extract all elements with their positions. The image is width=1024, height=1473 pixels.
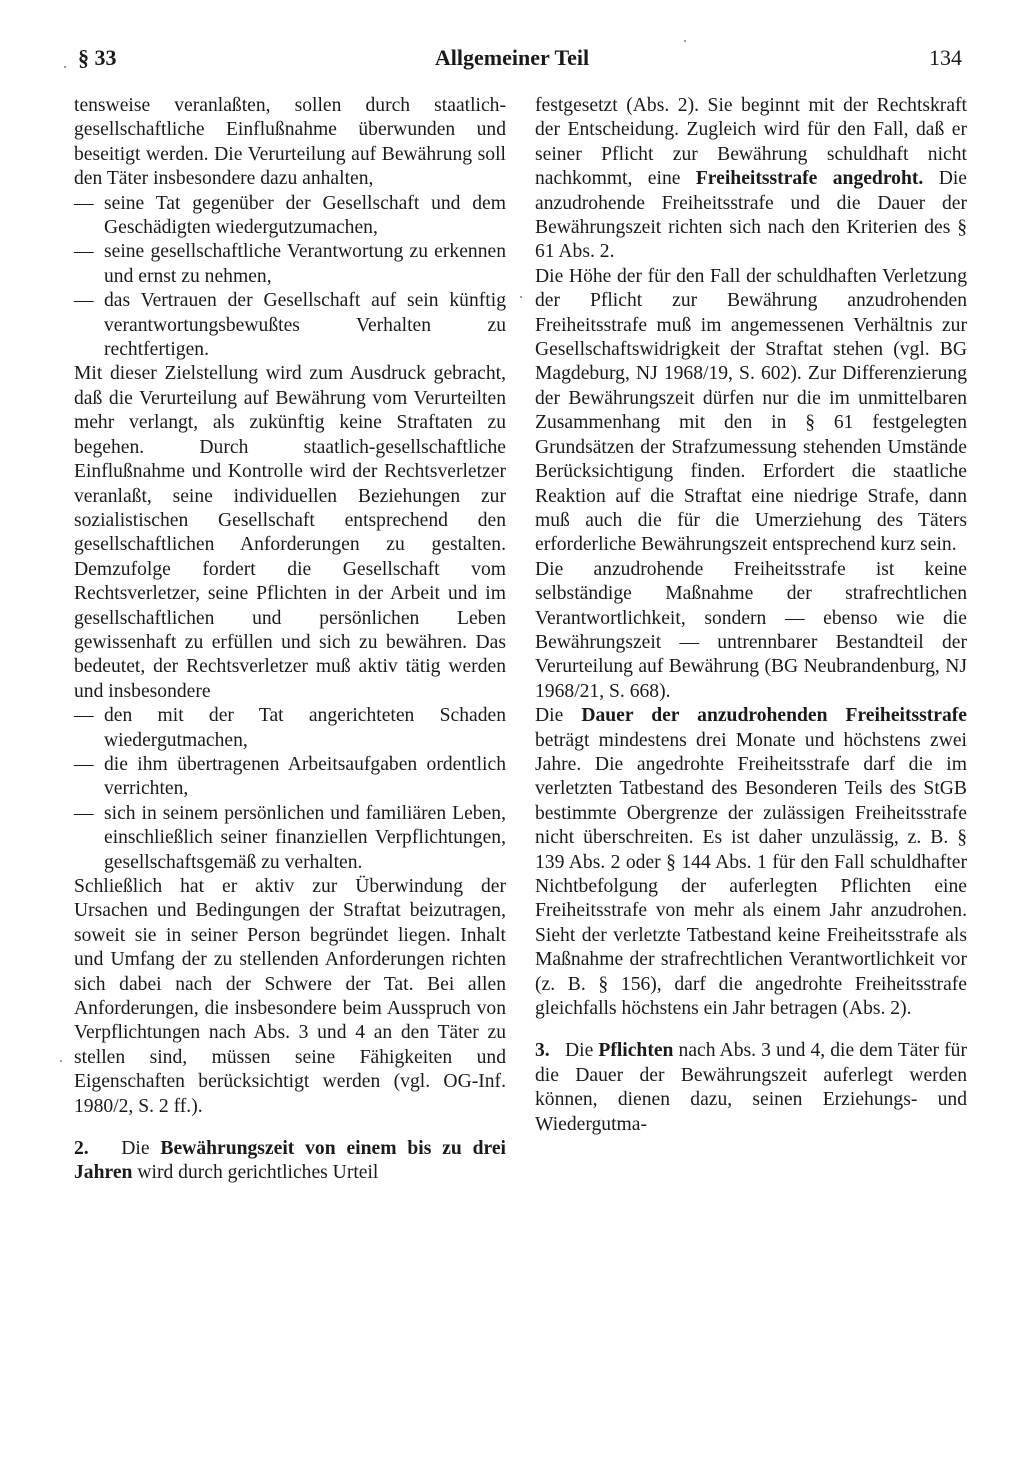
paragraph: Die anzudrohende Freiheitsstrafe ist keine selbständige Maßnahme der strafrechtlichen Verantwortlichkeit, sondern — ebenso wie die Bewährungszeit — untrennbarer Bestandteil der Verurteilung auf Bewährung (BG Neubrandenburg, NJ 1968/21, S. 668). [535,558,967,702]
paragraph: Schließlich hat er aktiv zur Überwindung der Ursachen und Bedingungen der Straftat beizutragen, soweit sie in seiner Person begründet liegen. Inhalt und Umfang der zu stellenden Anforderungen richten sich dabei nach der Schwere der Tat. Bei allen Anforderungen, die insbesondere beim Ausspruch von Verpflichtungen nach Abs. 3 und 4 an den Täter zu stellen sind, müssen seine Fähigkeiten und Eigenschaften berücksichtigt werden (vgl. OG-Inf. 1980/2, S. 2 ff.). [74,876,506,1117]
bold-term: Pflichten [598,1040,674,1062]
dash-list-item [74,704,506,753]
scan-speck [60,1060,62,1062]
paragraph [535,704,967,1021]
paragraph: tensweise veranlaßten, sollen durch staatlich-gesellschaftliche Einflußnahme überwunden und beseitigt werden. Die Verurteilung auf Bewährung soll den Täter insbesondere dazu anhalten, [74,95,506,190]
page-number: 134 [929,45,962,70]
paragraph [535,94,967,265]
scan-speck [520,296,522,298]
left-column [74,94,506,1186]
numbered-paragraph [74,1137,506,1186]
dash-item-text: seine Tat gegenüber der Gesellschaft und dem Geschädigten wiedergutzumachen, [104,192,506,239]
dash-list-item [74,289,506,362]
dash-list-item [74,240,506,289]
running-title: Allgemeiner Teil [434,45,590,70]
numbered-paragraph [535,1039,967,1137]
dash-item-text: die ihm übertragenen Arbeitsaufgaben ordentlich verrichten, [104,753,506,800]
paragraph: Mit dieser Zielstellung wird zum Ausdruck gebracht, daß die Verurteilung auf Bewährung vom Verurteilten mehr verlangt, als zukünftig keine Straftaten zu begehen. Durch staatlich-gesellschaftliche Einflußnahme und Kontrolle wird der Rechtsverletzer veranlaßt, seine individuellen Beziehungen zur sozialistischen Gesellschaft entsprechend den gesellschaftlichen Anforderungen zu gestalten. Demzufolge fordert die Gesellschaft vom Rechtsverletzer, seine Pflichten in der Arbeit und im gesellschaftlichen und persönlichen Leben gewissenhaft zu erfüllen und sich zu bewähren. Das bedeutet, der Rechtsverletzer muß aktiv tätig werden und insbesondere [74,363,506,702]
dash-marker: — [74,705,94,727]
bold-term: Dauer der anzudrohenden Freiheitsstrafe [581,705,967,727]
scan-speck [684,40,686,42]
dash-marker: — [74,753,94,775]
dash-list-item [74,192,506,241]
paragraph-number: 3. [535,1040,550,1062]
dash-list-item [74,753,506,802]
text-run: Die [535,705,564,727]
text-run: wird durch gerichtliches Urteil [137,1162,379,1184]
dash-marker: — [74,802,94,824]
dash-item-text: den mit der Tat angerichteten Schaden wiedergutmachen, [104,705,506,751]
dash-marker: — [74,192,94,214]
bold-term: Freiheitsstrafe angedroht. [695,168,924,190]
paragraph: Die Höhe der für den Fall der schuldhaften Verletzung der Pflicht zur Bewährung anzudrohenden Freiheitsstrafe muß im angemessenen Verhältnis zur Gesellschaftswidrigkeit der Straftat stehen (vgl. BG Magdeburg, NJ 1968/19, S. 602). Zur Differenzierung der Bewährungszeit dürfen nur die im unmittelbaren Zusammenhang mit den in § 61 festgelegten Grundsätzen der Strafzumessung stehenden Umstände Berücksichtigung finden. Erfordert die staatliche Reaktion auf die Straftat eine niedrige Strafe, dann muß auch die für die Umerziehung des Täters erforderliche Bewährungszeit entsprechend kurz sein. [535,265,967,556]
text-run: Die [121,1138,150,1160]
dash-item-text: das Vertrauen der Gesellschaft auf sein künftig verantwortungsbewußtes Verhalten zu rechtfertigen. [104,290,506,361]
text-run: beträgt mindestens drei Monate und höchstens zwei Jahre. Die angedrohte Freiheitsstrafe darf die im verletzten Tatbestand des Besonderen Teils des StGB bestimmte Obergrenze der zulässigen Freiheitsstrafe nicht überschreiten. Es ist daher unzulässig, z. B. § 139 Abs. 2 oder § 144 Abs. 1 für den Fall schuldhafter Nichtbefolgung der auferlegten Pflichten eine Freiheitsstrafe von mehr als einem Jahr anzudrohen. Sieht der verletzte Tatbestand keine Freiheitsstrafe als Maßnahme der strafrechtlichen Verantwortlichkeit vor (z. B. § 156), darf die angedrohte Freiheitsstrafe gleichfalls höchstens ein Jahr betragen (Abs. 2). [535,729,967,1020]
scan-speck [64,66,66,68]
right-column [535,94,967,1137]
text-run: Die anzudrohende Freiheitsstrafe und die Dauer der Bewährungszeit richten sich nach den Kriterien des § 61 Abs. 2. [535,168,967,263]
dash-marker: — [74,241,94,263]
section-reference: § 33 [78,45,117,70]
text-run: Die [564,1040,594,1062]
text-run: festgesetzt (Abs. 2). Sie beginnt mit der Rechtskraft der Entscheidung. Zugleich wird für den Fall, daß er seiner Pflicht zur Bewährung schuldhaft nicht nachkommt, eine [535,95,967,190]
text-run: nach Abs. 3 und 4, die dem Täter für die Dauer der Bewährungszeit auferlegt werden können, dienen dazu, seinen Erziehungs- und Wiedergutma- [535,1040,967,1135]
dash-item-text: sich in seinem persönlichen und familiären Leben, einschließlich seiner finanziellen Verpflichtungen, gesellschaftsgemäß zu verhalten. [104,802,506,873]
bold-term: Bewährungszeit von einem bis zu drei Jahren [74,1138,507,1184]
paragraph-number: 2. [74,1138,89,1160]
dash-item-text: seine gesellschaftliche Verantwortung zu erkennen und ernst zu nehmen, [104,241,506,287]
dash-list-item [74,802,506,875]
dash-marker: — [74,290,94,312]
